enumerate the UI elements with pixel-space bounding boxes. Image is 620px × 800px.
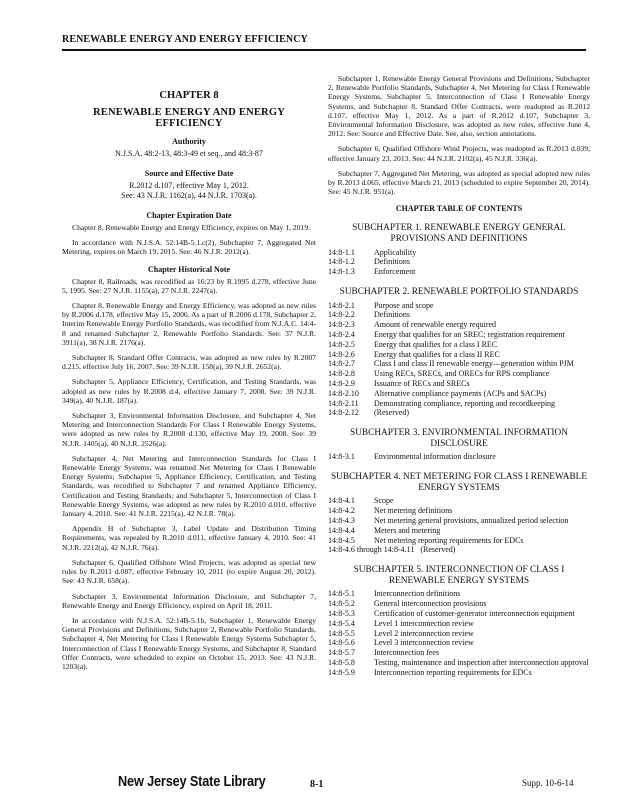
toc-entry — [328, 497, 590, 506]
section-number: 14:8-2.9 — [328, 378, 355, 388]
section-number: 14:8-2.5 — [328, 339, 355, 349]
section-number: 14:8-4.5 — [328, 535, 355, 545]
section-number: 14:8-3.1 — [328, 452, 355, 462]
section-title: Issuance of RECs and SRECs — [374, 378, 470, 388]
section-number: 14:8-2.3 — [328, 320, 355, 330]
section-title: Demonstrating compliance, reporting and recordkeeping — [374, 398, 556, 408]
toc-entry — [328, 453, 590, 462]
section-title: Net metering definitions — [374, 506, 453, 516]
section-title: Interconnection fees — [374, 648, 440, 658]
section-title: General interconnection provisions — [374, 599, 487, 609]
toc-entry — [328, 268, 590, 277]
section-number: 14:8-5.1 — [328, 589, 355, 599]
toc-entry — [328, 351, 590, 360]
section-number: 14:8-1.3 — [328, 267, 355, 277]
toc-entry — [328, 390, 590, 399]
section-number: 14:8-2.8 — [328, 369, 355, 379]
section-title: Level 3 interconnection review — [374, 638, 474, 648]
supplement-date: Supp. 10-6-14 — [522, 778, 574, 788]
paragraph: Subchapter 3, Environmental Information Disclosure, and Subchapter 7, Renewable Energy and Energy Efficiency, expired on April 18, 2011. — [62, 591, 316, 610]
section-number: 14:8-5.6 — [328, 638, 355, 648]
left-column — [62, 74, 316, 677]
toc-entry — [328, 249, 590, 258]
section-number: 14:8-4.3 — [328, 515, 355, 525]
toc-entry — [328, 669, 590, 678]
section-number: 14:8-5.9 — [328, 667, 355, 677]
paragraph: In accordance with N.J.S.A. 52:14B-5.1b, Subchapter 1, Renewable Energy General Provisions and Definitions, Subchapter 2, Renewable Portfolio Standards, Subchapter 4, Net Metering for Class I Renewable Energy Systems Subchapter 5, Interconnection of Class I Renewable Energy Systems, and Subchapter 8, Standard Offer Contracts, were scheduled to expire on October 15, 2013. See: 43 N.J.R. 1203(a). — [62, 615, 316, 671]
section-number: 14:8-2.10 — [328, 388, 359, 398]
paragraph: Chapter 8, Renewable Energy and Energy Efficiency, was adopted as new rules by R.2006 d.178, effective May 15, 2006. As a part of R.2006 d.178, Subchapter 2, Interim Renewable Energy Portfolio Standards, was recodified from N.J.A.C. 14:4-8 and renamed Subchapter 2, Renewable Portfolio Standards. See: 37 N.J.R. 3911(a), 38 N.J.R. 2176(a). — [62, 301, 316, 347]
toc-entry — [328, 507, 590, 516]
paragraph: Subchapter 4, Net Metering and Interconnection Standards for Class I Renewable Energy Systems, was renamed Net Metering for Class I Renewable Energy Systems; Subchapter 5, Appliance Efficiency, Certification, and Testing Standards, was recodified to Subchapter 7 and renamed Appliance Efficiency, Certification and Testing Standards; and Subchapter 5, Interconnection of Class I Renewable Energy Systems, was adopted as new rules by R.2010 d.010, effective January 4, 2010. See: 41 N.J.R. 2215(a), 42 N.J.R. 78(a). — [62, 453, 316, 519]
section-number: 14:8-5.5 — [328, 628, 355, 638]
source-line: R.2012 d.107, effective May 1, 2012. — [129, 181, 249, 190]
toc-entry — [328, 546, 590, 555]
section-title: Certification of customer-generator interconnection equipment — [374, 608, 575, 618]
section-number: 14:8-5.7 — [328, 648, 355, 658]
section-number: 14:8-2.4 — [328, 330, 355, 339]
toc-entry — [328, 409, 590, 418]
toc-entry — [328, 590, 590, 599]
section-title: Using RECs, SRECs, and ORECs for RPS compliance — [374, 369, 550, 379]
toc-entry — [328, 517, 590, 526]
subchapter-heading: SUBCHAPTER 2. RENEWABLE PORTFOLIO STANDARDS — [339, 287, 579, 298]
paragraph: Chapter 8, Renewable Energy and Energy Efficiency, expires on May 1, 2019. — [72, 223, 311, 232]
library-name: New Jersey State Library — [118, 773, 266, 790]
paragraph: Subchapter 1, Renewable Energy General Provisions and Definitions, Subchapter 2, Renewable Portfolio Standards, Subchapter 4, Net Metering for Class I Renewable Energy Systems, Subchapter 5, Interconnection of Class I Renewable Energy Systems, and Subchapter 8, Standard Offer Contracts, were readopted as R.2012 d.107, effective May 1, 2012. As a part of R.2012 d.107, Subchapter 3, Environmental Information Disclosure, was adopted as new rules, effective June 4, 2012. See: Source and Effective Date. See, also, section annotations. — [328, 74, 590, 139]
history-heading: Chapter Historical Note — [147, 264, 231, 274]
right-paragraphs — [328, 74, 590, 196]
paragraph: Chapter 8, Railroads, was recodified as 16:23 by R.1995 d.278, effective June 5, 1995. See: 27 N.J.R. 1155(a), 27 N.J.R. 2247(a). — [62, 276, 316, 295]
table-of-contents — [328, 223, 590, 677]
toc-entry — [328, 380, 590, 389]
section-number: 14:8-5.4 — [328, 618, 355, 628]
paragraph: Subchapter 8, Standard Offer Contracts, was adopted as new rules by R.2007 d.215, effective July 16, 2007. See: 39 N.J.R. 158(a), 39 N.J.R. 2652(a). — [62, 353, 316, 372]
running-head: RENEWABLE ENERGY AND ENERGY EFFICIENCY — [62, 34, 308, 45]
toc-entry — [328, 527, 590, 536]
toc-entry — [328, 360, 590, 369]
section-number: 14:8-5.3 — [328, 608, 355, 618]
subchapter-heading: SUBCHAPTER 3. ENVIRONMENTAL INFORMATION DISCLOSURE — [350, 428, 568, 449]
chapter-label: CHAPTER 8 — [159, 90, 219, 101]
section-title: Definitions — [374, 257, 410, 267]
toc-entry — [328, 649, 590, 658]
section-number: 14:8-2.1 — [328, 300, 355, 310]
expiration-heading: Chapter Expiration Date — [146, 211, 232, 220]
section-number: 14:8-5.2 — [328, 599, 355, 609]
toc-entry — [328, 639, 590, 648]
section-number: 14:8-2.2 — [328, 310, 355, 320]
toc-title: CHAPTER TABLE OF CONTENTS — [395, 204, 523, 214]
section-title: Interconnection reporting requirements for EDCs — [374, 667, 532, 677]
section-title: (Reserved) — [420, 545, 456, 555]
toc-entry — [328, 302, 590, 311]
subchapter-heading: SUBCHAPTER 1. RENEWABLE ENERGY GENERAL PROVISIONS AND DEFINITIONS — [352, 223, 566, 245]
toc-entry — [328, 321, 590, 330]
authority-heading: Authority — [172, 137, 206, 146]
paragraph: Subchapter 5, Appliance Efficiency, Certification, and Testing Standards, was adopted as new rules by R.2008 d.4, effective January 7, 2008. See: 39 N.J.R. 349(a), 40 N.J.R. 187(a). — [62, 377, 316, 405]
section-number: 14:8-5.8 — [328, 657, 355, 667]
section-title: Amount of renewable energy required — [374, 320, 497, 330]
section-title: Alternative compliance payments (ACPs and SACPs) — [374, 388, 547, 398]
section-number: 14:8-1.2 — [328, 257, 355, 267]
section-number: 14:8-2.11 — [328, 398, 359, 408]
paragraph: Appendix H of Subchapter 3, Label Update and Distribution Timing Requirements, was repealed by R.2010 d.011, effective January 4, 2010. See: 41 N.J.R. 2212(a), 42 N.J.R. 76(a). — [62, 524, 316, 552]
section-title: Class I and class II renewable energy—generation within PJM — [374, 359, 574, 369]
section-number: 14:8-2.12 — [328, 408, 359, 418]
section-number: 14:8-2.6 — [328, 349, 355, 359]
section-title: Level 1 interconnection review — [374, 618, 474, 628]
section-title: Level 2 interconnection review — [374, 628, 474, 638]
toc-entry — [328, 400, 590, 409]
history-paragraphs — [62, 277, 316, 672]
paragraph: Subchapter 7, Aggregated Net Metering, was adopted as special adopted new rules by R.2013 d.065, effective March 21, 2013 (scheduled to expire September 20, 2014). See: 45 N.J.R. 951(a). — [328, 168, 590, 197]
section-number: 14:8-2.7 — [328, 359, 355, 369]
section-number: 14:8-4.6 through 14:8-4.11 — [328, 545, 415, 555]
toc-entry — [328, 620, 590, 629]
paragraph: Subchapter 6, Qualified Offshore Wind Projects, was adopted as special new rules by R.2011 d.087, effective February 10, 2011 (to expire August 20, 2012). See: 43 N.J.R. 658(a). — [62, 557, 316, 586]
section-title: Interconnection definitions — [374, 589, 461, 599]
authority-text: N.J.S.A. 48:2-13, 48:3-49 et seq., and 48:3-87 — [115, 149, 263, 158]
chapter-title: RENEWABLE ENERGY AND ENERGY EFFICIENCY — [92, 107, 285, 129]
section-number: 14:8-4.2 — [328, 506, 355, 516]
toc-entry — [328, 610, 590, 619]
section-title: Applicability — [374, 247, 417, 257]
paragraph: Subchapter 3, Environmental Information Disclosure, and Subchapter 4, Net Metering and Interconnection Standards For Class I Renewable Energy Systems, were adopted as new rules by R.2008 d.130, effective May 19, 2008. See: 39 N.J.R. 1405(a), 40 N.J.R. 2526(a). — [62, 411, 316, 448]
section-title: Energy that qualifies for a class II REC — [374, 349, 500, 359]
section-number: 14:8-1.1 — [328, 247, 355, 257]
section-title: Environmental information disclosure — [374, 452, 496, 462]
section-title: Definitions — [374, 310, 410, 320]
right-column — [328, 74, 590, 678]
paragraph: In accordance with N.J.S.A. 52:14B-5.1.c(2), Subchapter 7, Aggregated Net Metering, expires on March 19, 2015. See: 46 N.J.R. 2012(a). — [62, 238, 316, 257]
header-rule — [62, 49, 586, 51]
toc-entry — [328, 370, 590, 379]
toc-entry — [328, 311, 590, 320]
toc-entry — [328, 331, 590, 340]
toc-entry — [328, 341, 590, 350]
section-title: Scope — [374, 496, 394, 506]
section-title: Purpose and scope — [374, 300, 434, 310]
section-number: 14:8-4.1 — [328, 496, 355, 506]
section-title: Meters and metering — [374, 525, 441, 535]
section-title: Net metering reporting requirements for EDCs — [374, 535, 524, 545]
source-line: See: 43 N.J.R. 1162(a), 44 N.J.R. 1703(a). — [121, 191, 257, 200]
section-title: Enforcement — [374, 267, 416, 277]
expiration-paragraphs — [62, 223, 316, 257]
toc-entry — [328, 630, 590, 639]
section-title: Energy that qualifies for a class I REC — [374, 339, 498, 349]
section-title: (Reserved) — [374, 408, 410, 418]
subchapter-heading: SUBCHAPTER 4. NET METERING FOR CLASS I RENEWABLE ENERGY SYSTEMS — [330, 472, 588, 493]
toc-entry — [328, 537, 590, 546]
section-number: 14:8-4.4 — [328, 525, 355, 535]
toc-entry — [328, 258, 590, 267]
subchapter-heading: SUBCHAPTER 5. INTERCONNECTION OF CLASS I RENEWABLE ENERGY SYSTEMS — [353, 565, 565, 586]
toc-entry — [328, 600, 590, 609]
source-heading: Source and Effective Date — [144, 169, 234, 178]
toc-entry — [328, 659, 590, 668]
section-title: Energy that qualifies for an SREC; registration requirement — [374, 330, 565, 339]
section-title: Net metering general provisions, annualized period selection — [374, 515, 569, 525]
paragraph: Subchapter 6, Qualified Offshore Wind Projects, was readopted as R.2013 d.039, effective January 23, 2013. See: 44 N.J.R. 2102(a), 45 N.J.R. 336(a). — [328, 144, 590, 163]
section-title: Testing, maintenance and inspection after interconnection approval — [374, 657, 589, 667]
page-number: 8-1 — [310, 779, 324, 790]
